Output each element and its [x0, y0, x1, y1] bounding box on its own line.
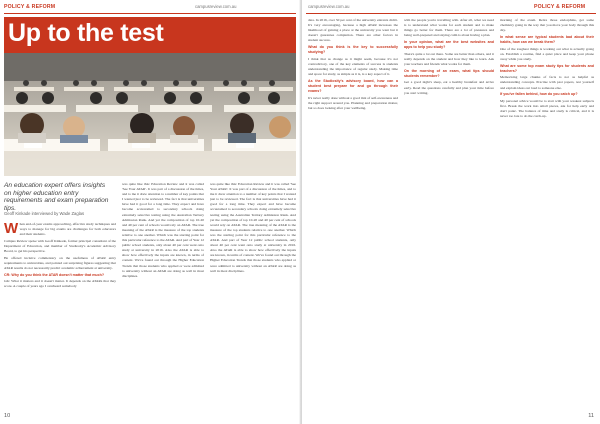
header-rule — [306, 13, 596, 14]
right-column-1 — [308, 18, 398, 413]
interview-question: On the morning of an exam, what tips should students remember? — [404, 68, 494, 78]
page-number: 10 — [4, 413, 11, 419]
byline: Geoff Kinkade interviewed by Wade Zaglas — [4, 211, 85, 216]
left-column-1 — [4, 222, 116, 291]
paragraph: was quite like this: Education Review and it was called 'See Your ATAR'. It was part of a discussion of the times, and to me it drew attention to a number of key points that I wanted just to be reviewed. The fact is that universities have had it good for a long time. They expect and have become accustomed to secondary schools doing extremely selective testing using the Australian Tertiary Admission Rank. And yet the composition of top 10-20 and 40 per cent of schools would rely on ATAR. The true meaning of the ATAR is the measure of the top students relative to one another. Which was the starting point for this particular reference to the ATAR. And part of Year 12 public school students, only about 40 per cent went onto study at university in 2016. Also the ATAR is able to show how effectively the inputs are known, in terms of content. We've found out through the Higher Education Trends that those students who applied or were admitted to university without an ATAR are doing as well in most disciplines. — [122, 182, 204, 278]
paragraph: My personal advice would be to start with your weakest subjects first. Break the work into small pieces, ask for help early and don't panic. The balance of time and study is critical, and it is never too late to do the catch-up. — [500, 98, 594, 119]
section-header: POLICY & REFORM — [4, 4, 56, 10]
site-url: campusreview.com.au — [308, 4, 350, 9]
left-column-2 — [122, 182, 204, 414]
paragraph: I think that as change as it might seem, because it's not contradictory, one of the key elements of success is students understanding the importance of regular study. Making time and space for study, as simple as it is, is a key aspect of it. — [308, 56, 398, 77]
right-column-2 — [404, 18, 494, 413]
paragraph: morning of the exam. Relax those endorphins, get some chemistry going in the way that you move your body through this day. — [500, 18, 594, 33]
interview-question: What do you think is the key to successfully studying? — [308, 45, 398, 55]
intro-paragraph: When end-of-year exams approaching, effective study techniques and ways to manage for big exams are challenges for both educators and their students. — [4, 220, 116, 237]
interview-question: If you've fallen behind, how do you catch up? — [500, 92, 578, 97]
right-page — [302, 0, 600, 424]
article-title: Up to the test — [8, 19, 164, 47]
paragraph: Memorising large chunks of facts is not as helpful as understanding concepts. Practise with past papers, test yourself and explain ideas out loud to someone else. — [500, 75, 594, 90]
interview-question: In your opinion, what are the best websites and apps to help you study? — [404, 39, 494, 50]
exam-hall-illustration — [4, 53, 296, 176]
interview-question: As the Studiosity's advisory board, how can a student best prepare for and go through their exams? — [308, 78, 398, 93]
paragraph: One of the toughest things is working out what is actually going on. Establish a routine, find a quiet place and keep your phone away while you study. — [500, 46, 594, 61]
interview-question: CR: Why do you think the ATAR doesn't matter that much? — [4, 272, 105, 277]
left-column-3 — [210, 182, 296, 414]
paragraph: with the people you're travelling with. After all, what we need is to understand what works for each student and to make things go better for them. There are a lot of pressures and being well-prepared and staying calm is about having a plan. — [404, 18, 494, 38]
site-url: campusreview.com.au — [195, 4, 237, 9]
paragraph: Campus Review spoke with Geoff Kinkade, former principal consultant of the Department of Education, and member of Studiosity's Academic Advisory Board, to get his perspective. — [4, 238, 116, 254]
paragraph: GK: What it matters and it doesn't matter. It depends on the ATARs that they score. A couple of years ago I overheard somebody — [4, 279, 116, 289]
photo-caption: An education expert offers insights on higher education entry requirements and exam preparation tips. — [4, 182, 109, 212]
exam-hall-photo — [4, 53, 296, 176]
header-rule — [4, 13, 296, 14]
right-column-3 — [500, 18, 594, 413]
paragraph: It's never really done without a good mix of self-awareness and the right support around you. Planning and preparation matter, but so does looking after your wellbeing. — [308, 95, 398, 110]
paragraph: He offered incisive commentary on the usefulness of ATAR entry requirements to universities, and pointed out surprising figures suggesting that ATAR results do not necessarily predict academic achievement at university. — [4, 255, 116, 270]
paragraph: data. In 2016, over 50 per cent of the university entrants didn't. It's very encouraging, because a high ATAR increases the likelihood of gaining a place at the university you want but it doesn't guarantee completion. There are other factors in student success. — [308, 18, 398, 43]
interview-question: What are some top exam study tips for students and teachers? — [500, 63, 594, 73]
drop-cap: W — [4, 220, 19, 237]
section-header: POLICY & REFORM — [534, 4, 586, 10]
paragraph: Get a good night's sleep, eat a healthy breakfast and arrive early. Read the questions carefully and plan your time before you start writing. — [404, 80, 494, 95]
paragraph: There's quite a lot out there. Some are better than others, and it really depends on the student and how they like to learn. Ask your teachers and friends what works for them. — [404, 51, 494, 66]
interview-question: In what sense are typical students bad about their habits, how can we break them? — [500, 34, 594, 44]
paragraph: was quite like this: Education Review and it was called 'See Your ATAR'. It was part of a discussion of the times, and to me it drew attention to a number of key points that I wanted just to be reviewed. The fact is that universities have had it good for a long time. They expect and have become accustomed to secondary schools doing extremely selective testing using the Australian Tertiary Admission Rank. And yet the composition of top 10-20 and 40 per cent of schools would rely on ATAR. The true meaning of the ATAR is the measure of the top students relative to one another. Which was the starting point for this particular reference to the ATAR. And part of Year 12 public school students, only about 40 per cent went onto study at university in 2016. Also the ATAR is able to show how effectively the inputs are known, in terms of content. We've found out through the Higher Education Trends that those students who applied or were admitted to university without an ATAR are doing as well in most disciplines. — [210, 182, 296, 273]
page-number: 11 — [588, 413, 594, 419]
